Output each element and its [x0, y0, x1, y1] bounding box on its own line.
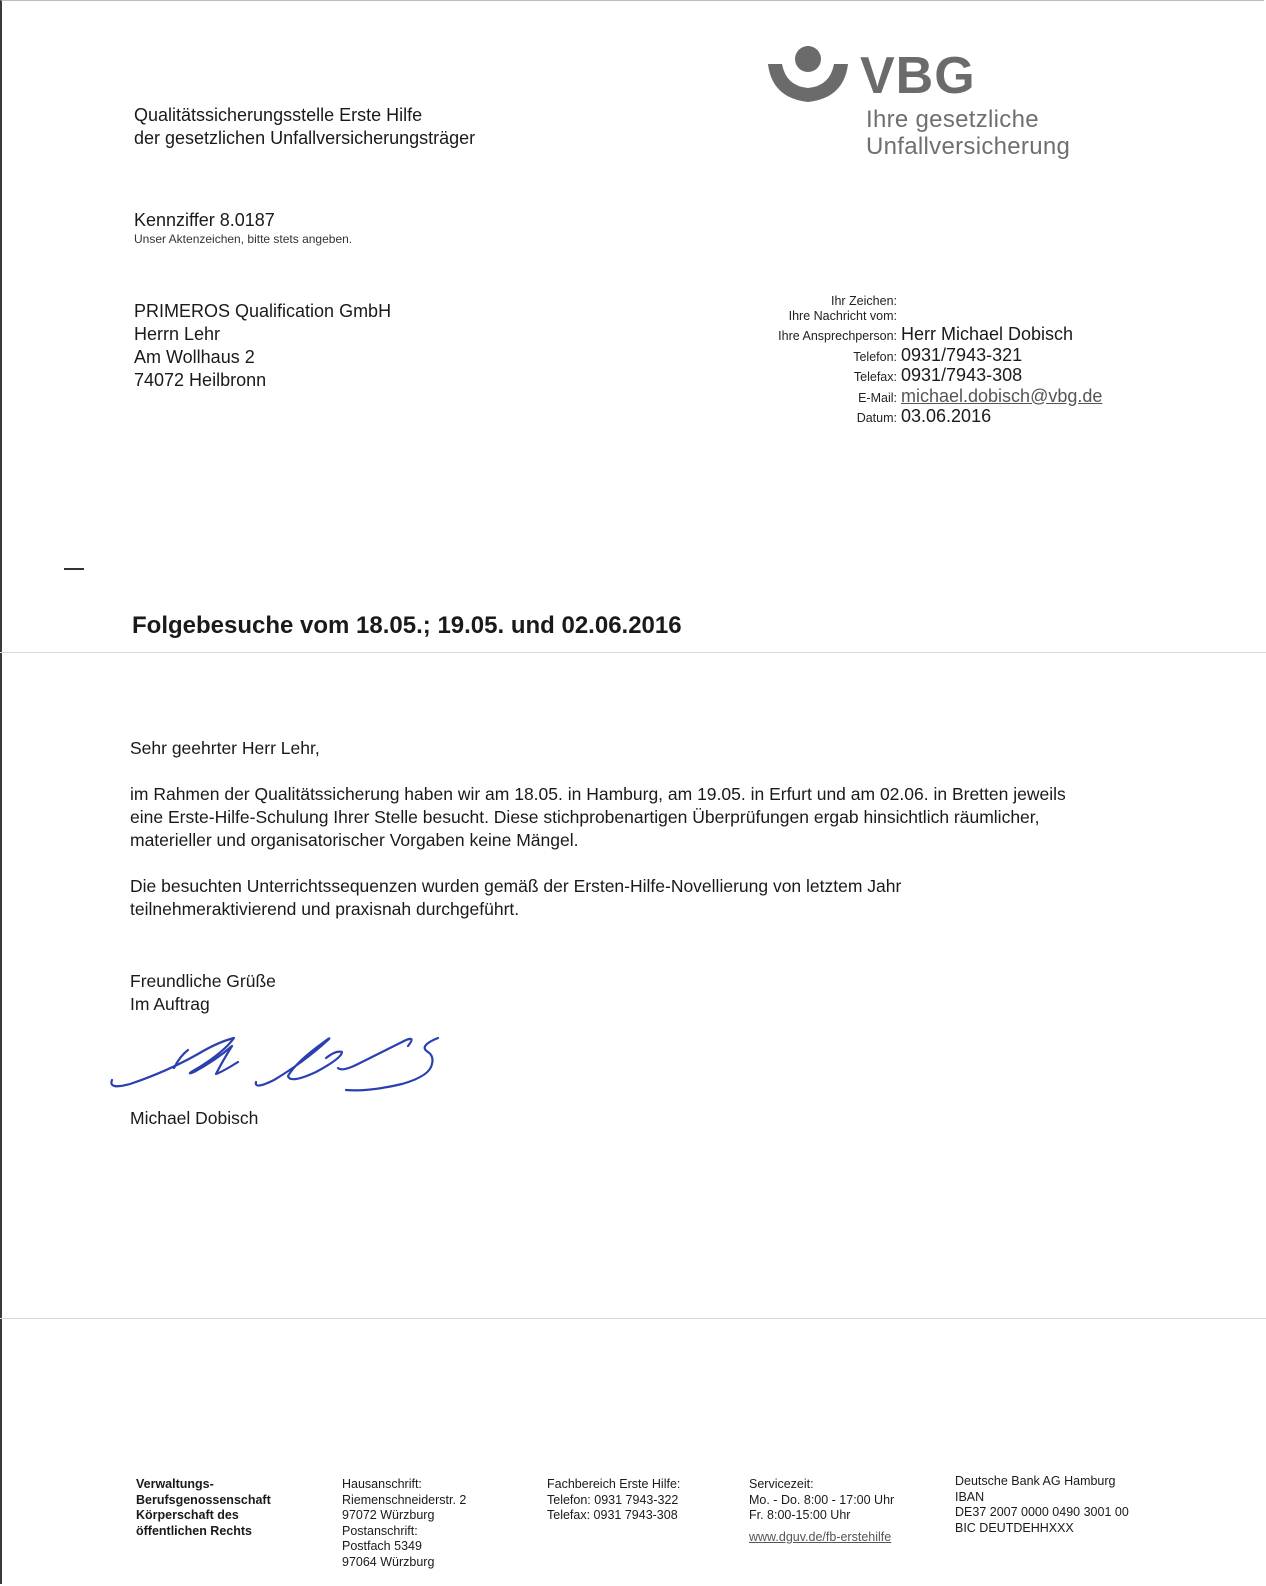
footer-address-line: Postfach 5349 — [342, 1539, 422, 1553]
sender-line-1: Qualitätssicherungsstelle Erste Hilfe — [134, 105, 423, 125]
recipient-street: Am Wollhaus 2 — [134, 347, 255, 367]
p2-line-1: Die besuchten Unterrichtssequenzen wurden gemäß der Ersten-Hilfe-Novellierung von letztem Jahr — [130, 876, 902, 896]
sender-block — [134, 104, 475, 150]
p1-line-1: im Rahmen der Qualitätssicherung haben wir am 18.05. in Hamburg, am 19.05. in Erfurt und am 02.06. in Bretten jeweils — [130, 784, 1066, 804]
footer-bank-line: Deutsche Bank AG Hamburg — [955, 1474, 1116, 1488]
email-label: E-Mail: — [858, 390, 897, 405]
phone-value: 0931/7943-321 — [901, 344, 1023, 365]
sender-line-2: der gesetzlichen Unfallversicherungsträger — [134, 128, 476, 148]
salutation: Sehr geehrter Herr Lehr, — [130, 738, 320, 758]
footer-org-line: Verwaltungs- — [136, 1477, 214, 1491]
vbg-logo — [768, 42, 1098, 167]
footer-bank-line: IBAN — [955, 1489, 985, 1504]
recipient-company: PRIMEROS Qualification GmbH — [134, 301, 392, 321]
footer-service-line: Fr. 8:00-15:00 Uhr — [749, 1508, 851, 1522]
date-value: 03.06.2016 — [901, 406, 992, 426]
scan-line-bottom — [0, 1318, 1266, 1319]
footer-address-line: Hausanschrift: — [342, 1477, 422, 1491]
footer-bank-line: DE37 2007 0000 0490 3001 00 — [955, 1505, 1129, 1519]
recipient-address — [134, 300, 391, 392]
reference-number: Kennziffer 8.0187 — [134, 210, 275, 230]
footer-service-line: Servicezeit: — [749, 1477, 814, 1491]
fold-mark — [64, 568, 84, 570]
recipient-city: 74072 Heilbronn — [134, 370, 267, 390]
contact-label: Ihre Ansprechperson: — [778, 329, 897, 343]
reference-hint: Unser Aktenzeichen, bitte stets angeben. — [134, 232, 353, 246]
footer-org-line: öffentlichen Rechts — [136, 1523, 252, 1538]
logo-tagline-2: Unfallversicherung — [866, 133, 1071, 160]
footer-department-line: Fachbereich Erste Hilfe: — [547, 1477, 681, 1491]
logo-wordmark: VBG — [860, 47, 976, 105]
closing-block — [130, 970, 276, 1016]
phone-label: Telefon: — [853, 349, 897, 364]
recipient-person: Herrn Lehr — [134, 324, 221, 344]
contact-info-block — [700, 294, 1120, 427]
info-row-contact — [700, 324, 1120, 345]
footer-address-line: 97072 Würzburg — [342, 1508, 435, 1522]
body-paragraph-2 — [130, 875, 1140, 921]
footer-org — [136, 1477, 271, 1539]
info-row-phone — [700, 345, 1120, 366]
p1-line-2: eine Erste-Hilfe-Schulung Ihrer Stelle besucht. Diese stichprobenartigen Überprüfungen ergab hinsichtlich räumlicher, — [130, 807, 1040, 827]
p2-line-2: teilnehmeraktivierend und praxisnah durchgeführt. — [130, 899, 520, 919]
footer-website-link[interactable]: www.dguv.de/fb-erstehilfe — [749, 1529, 892, 1544]
footer-service-line: Mo. - Do. 8:00 - 17:00 Uhr — [749, 1492, 895, 1507]
logo-tagline — [866, 106, 1070, 160]
scan-line-top — [0, 652, 1266, 653]
footer-department — [547, 1477, 680, 1524]
info-row-ihr-zeichen — [700, 294, 1120, 309]
nachricht-label: Ihre Nachricht vom: — [788, 309, 897, 323]
footer-bank-line: BIC DEUTDEHHXXX — [955, 1520, 1074, 1535]
footer-org-line: Berufsgenossenschaft — [136, 1492, 271, 1507]
contact-value: Herr Michael Dobisch — [901, 324, 1074, 344]
closing-mandate: Im Auftrag — [130, 994, 210, 1014]
fax-label: Telefax: — [853, 370, 897, 384]
fax-value: 0931/7943-308 — [901, 365, 1023, 385]
date-label: Datum: — [856, 411, 897, 425]
footer-department-line: Telefax: 0931 7943-308 — [547, 1508, 678, 1522]
footer-address-line: 97064 Würzburg — [342, 1554, 435, 1569]
letter-subject: Folgebesuche vom 18.05.; 19.05. und 02.06.2016 — [132, 612, 682, 639]
info-row-date — [700, 406, 1120, 427]
footer-service — [749, 1477, 894, 1545]
footer-bank — [955, 1474, 1129, 1536]
info-row-nachricht — [700, 309, 1120, 324]
signer-name: Michael Dobisch — [130, 1108, 259, 1128]
footer-org-line: Körperschaft des — [136, 1508, 239, 1522]
footer-address — [342, 1477, 466, 1570]
ihr-zeichen-label: Ihr Zeichen: — [830, 294, 897, 308]
logo-tagline-1: Ihre gesetzliche — [866, 106, 1039, 133]
reference-block — [134, 209, 352, 247]
body-paragraph-1 — [130, 783, 1140, 852]
vbg-emblem-icon — [768, 42, 858, 112]
handwritten-signature — [106, 1032, 446, 1107]
letter-body — [130, 737, 1140, 944]
closing-greeting: Freundliche Grüße — [130, 971, 276, 991]
email-link[interactable]: michael.dobisch@vbg.de — [901, 385, 1103, 406]
p1-line-3: materieller und organisatorischer Vorgaben keine Mängel. — [130, 830, 579, 850]
footer-department-line: Telefon: 0931 7943-322 — [547, 1492, 679, 1507]
footer-address-line: Riemenschneiderstr. 2 — [342, 1492, 467, 1507]
info-row-fax — [700, 365, 1120, 386]
info-row-email — [700, 386, 1120, 407]
footer-address-line: Postanschrift: — [342, 1523, 418, 1538]
